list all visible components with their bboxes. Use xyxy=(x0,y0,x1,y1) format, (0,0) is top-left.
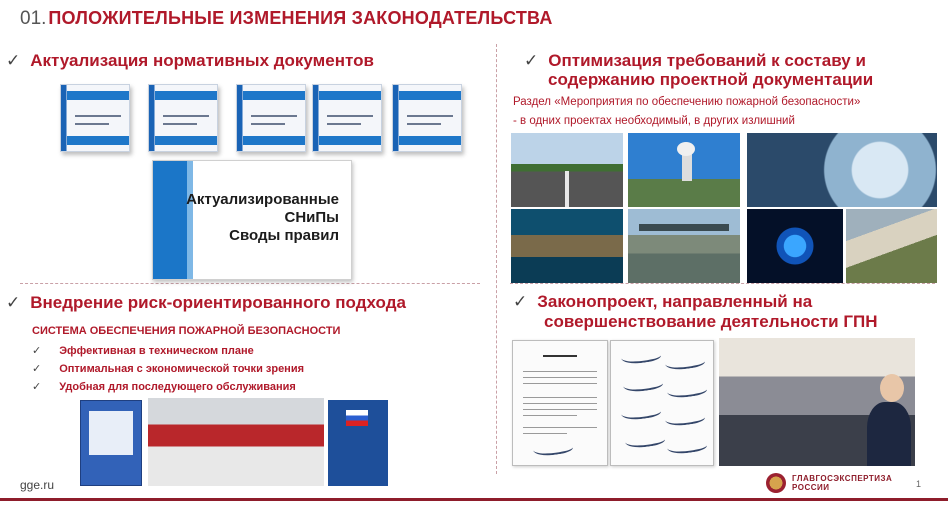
banner-line-2: СНиПы xyxy=(284,209,339,226)
check-icon: ✓ xyxy=(513,292,528,311)
q4-heading-line-1: Законопроект, направленный на xyxy=(537,292,813,311)
q1-heading-text: Актуализация нормативных документов xyxy=(30,51,374,70)
logo-line-2: РОССИИ xyxy=(792,483,830,492)
photo-meeting xyxy=(719,338,915,466)
q2-heading-line-1: Оптимизация требований к составу и xyxy=(548,51,866,70)
regulation-booklet-image xyxy=(80,400,142,486)
banner-line-1: Актуализированные xyxy=(186,191,339,208)
q3-heading xyxy=(6,294,406,312)
q3-item-1 xyxy=(32,344,254,357)
document-cover-3 xyxy=(236,84,306,152)
check-icon: ✓ xyxy=(6,51,21,70)
q3-item-text: Удобная для последующего обслуживания xyxy=(59,381,296,393)
photo-canal-lock xyxy=(628,209,740,283)
q3-item-3 xyxy=(32,380,296,393)
q2-description-2: - в одних проектах необходимый, в других излишний xyxy=(513,115,795,127)
check-icon: ✓ xyxy=(32,381,42,393)
title-number: 01. xyxy=(20,8,47,29)
bill-document-signatures xyxy=(610,340,714,466)
document-cover-1 xyxy=(60,84,130,152)
fire-alarm-equipment-image xyxy=(148,398,324,486)
q2-heading-line-2: содержанию проектной документации xyxy=(548,70,874,89)
horizontal-divider-right xyxy=(510,283,935,284)
q4-heading xyxy=(513,293,812,311)
q1-heading xyxy=(6,52,374,70)
vertical-divider xyxy=(496,44,497,474)
footer-line xyxy=(0,498,948,501)
photo-fiber-cable xyxy=(747,133,937,207)
q2-description-1: Раздел «Мероприятия по обеспечению пожарной безопасности» xyxy=(513,96,861,108)
q2-heading xyxy=(524,52,866,70)
site-url[interactable]: gge.ru xyxy=(20,478,55,492)
q3-item-2 xyxy=(32,362,304,375)
q3-heading-text: Внедрение риск-ориентированного подхода xyxy=(30,293,406,312)
check-icon: ✓ xyxy=(32,345,42,357)
photo-road xyxy=(511,133,623,207)
q3-subheading: СИСТЕМА ОБЕСПЕЧЕНИЯ ПОЖАРНОЙ БЕЗОПАСНОСТИ xyxy=(32,325,341,337)
banner-line-3: Своды правил xyxy=(229,227,339,244)
logo-line-1: ГЛАВГОСЭКСПЕРТИЗА xyxy=(792,474,893,483)
glavgosexpertiza-logo xyxy=(766,473,892,493)
document-cover-5 xyxy=(392,84,462,152)
q3-item-text: Эффективная в техническом плане xyxy=(59,345,254,357)
horizontal-divider-left xyxy=(20,283,480,284)
q4-heading-line-2: совершенствование деятельности ГПН xyxy=(544,312,878,331)
page-title xyxy=(20,8,553,30)
document-cover-4 xyxy=(312,84,382,152)
emblem-icon xyxy=(766,473,786,493)
bill-document-page-1 xyxy=(512,340,608,466)
document-cover-2 xyxy=(148,84,218,152)
photo-embankment xyxy=(846,209,937,283)
check-icon: ✓ xyxy=(6,293,21,312)
q3-item-text: Оптимальная с экономической точки зрения xyxy=(59,363,305,375)
photo-globe xyxy=(747,209,843,283)
photo-radar-tower xyxy=(628,133,740,207)
check-icon: ✓ xyxy=(524,51,539,70)
check-icon: ✓ xyxy=(32,363,42,375)
snip-banner xyxy=(152,160,352,280)
title-text: ПОЛОЖИТЕЛЬНЫЕ ИЗМЕНЕНИЯ ЗАКОНОДАТЕЛЬСТВА xyxy=(48,8,553,28)
technical-regulation-cover-image xyxy=(328,400,388,486)
page-number: 1 xyxy=(916,479,922,489)
photo-underwater-pipe xyxy=(511,209,623,283)
